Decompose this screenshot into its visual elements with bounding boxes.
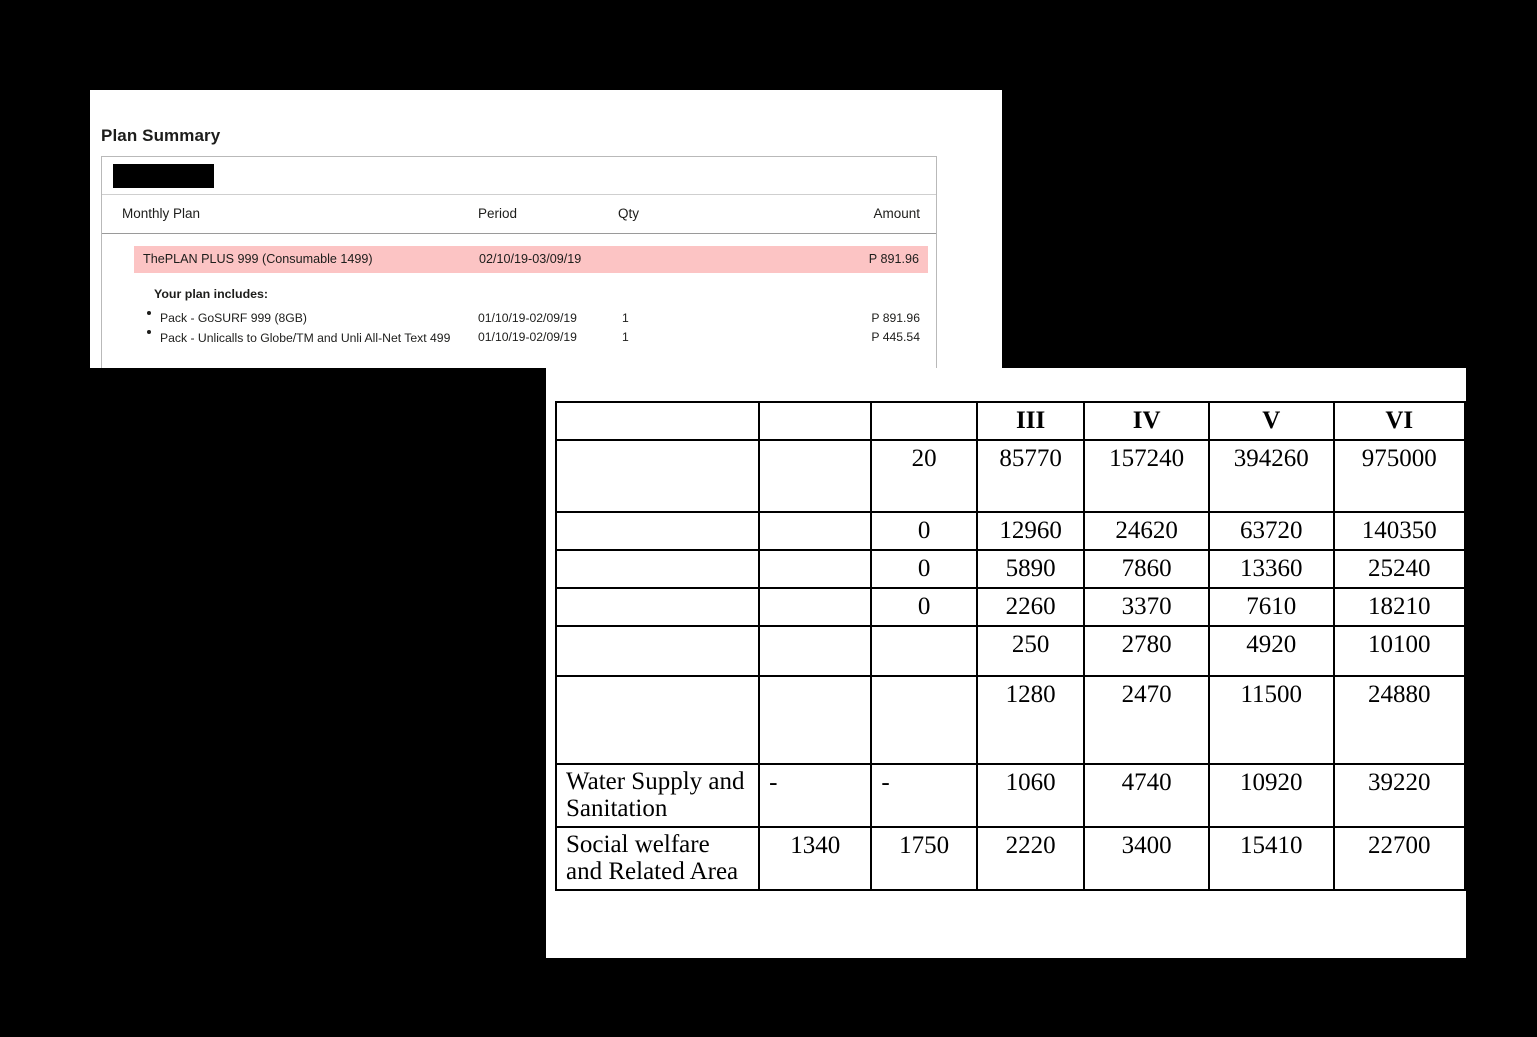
table-row — [556, 550, 1465, 588]
table-cell: 2470 — [1084, 676, 1209, 764]
table-cell: 15410 — [1209, 827, 1334, 890]
table-cell: 0 — [871, 550, 977, 588]
table-cell: 394260 — [1209, 440, 1334, 512]
numeric-table — [555, 401, 1466, 891]
table-cell: 0 — [871, 588, 977, 626]
table-cell: 5890 — [977, 550, 1084, 588]
table-cell: 18210 — [1334, 588, 1465, 626]
header-cell — [871, 402, 977, 440]
table-row — [556, 827, 1465, 890]
item-qty: 1 — [622, 330, 629, 344]
table-cell: 11500 — [1209, 676, 1334, 764]
row-label — [556, 676, 759, 764]
table-cell: 250 — [977, 626, 1084, 676]
table-cell: 13360 — [1209, 550, 1334, 588]
row-label — [556, 588, 759, 626]
table-header-row — [102, 195, 936, 234]
header-cell-iii: III — [977, 402, 1084, 440]
table-cell — [759, 588, 871, 626]
highlighted-plan-row — [134, 246, 928, 273]
row-label-water-supply: Water Supply and Sanitation — [556, 764, 759, 827]
item-amount: P 445.54 — [871, 330, 920, 344]
table-row — [556, 440, 1465, 512]
header-cell-iv: IV — [1084, 402, 1209, 440]
redacted-account-row — [102, 157, 936, 195]
table-cell: - — [871, 764, 977, 827]
table-cell: 0 — [871, 512, 977, 550]
table-cell: - — [759, 764, 871, 827]
table-cell: 24620 — [1084, 512, 1209, 550]
table-cell — [759, 626, 871, 676]
bullet-icon — [147, 311, 151, 315]
table-cell: 4920 — [1209, 626, 1334, 676]
row-label — [556, 550, 759, 588]
row-label — [556, 626, 759, 676]
table-row — [556, 588, 1465, 626]
table-cell — [759, 512, 871, 550]
header-cell-v: V — [1209, 402, 1334, 440]
row-label-social-welfare: Social welfare and Related Area — [556, 827, 759, 890]
column-header-amount: Amount — [873, 206, 920, 221]
table-cell: 20 — [871, 440, 977, 512]
table-cell: 22700 — [1334, 827, 1465, 890]
table-cell: 12960 — [977, 512, 1084, 550]
table-cell: 2220 — [977, 827, 1084, 890]
table-cell: 975000 — [1334, 440, 1465, 512]
table-cell: 2260 — [977, 588, 1084, 626]
table-row — [556, 764, 1465, 827]
column-header-plan: Monthly Plan — [122, 206, 201, 221]
list-item — [102, 330, 936, 366]
table-row — [556, 676, 1465, 764]
item-qty: 1 — [622, 311, 629, 325]
row-label — [556, 440, 759, 512]
table-cell: 1750 — [871, 827, 977, 890]
header-cell-vi: VI — [1334, 402, 1465, 440]
list-item — [102, 311, 936, 330]
table-cell: 10920 — [1209, 764, 1334, 827]
page-title: Plan Summary — [101, 126, 221, 145]
table-cell: 7860 — [1084, 550, 1209, 588]
plan-name: ThePLAN PLUS 999 (Consumable 1499) — [143, 252, 373, 266]
table-cell: 10100 — [1334, 626, 1465, 676]
row-label — [556, 512, 759, 550]
occluding-background — [0, 368, 546, 958]
table-cell — [871, 676, 977, 764]
table-cell: 1340 — [759, 827, 871, 890]
table-cell: 3400 — [1084, 827, 1209, 890]
table-cell: 39220 — [1334, 764, 1465, 827]
data-table-document — [546, 368, 1466, 958]
section-label: Your plan includes: — [154, 287, 269, 301]
table-cell — [871, 626, 977, 676]
table-cell: 140350 — [1334, 512, 1465, 550]
column-header-period: Period — [478, 206, 518, 221]
item-amount: P 891.96 — [871, 311, 920, 325]
header-cell — [556, 402, 759, 440]
table-cell: 25240 — [1334, 550, 1465, 588]
table-header-row — [556, 402, 1465, 440]
table-cell — [759, 550, 871, 588]
table-cell: 1060 — [977, 764, 1084, 827]
table-cell: 2780 — [1084, 626, 1209, 676]
plan-period: 02/10/19-03/09/19 — [479, 252, 582, 266]
item-period: 01/10/19-02/09/19 — [478, 311, 577, 325]
table-row — [556, 626, 1465, 676]
table-cell: 7610 — [1209, 588, 1334, 626]
item-period: 01/10/19-02/09/19 — [478, 330, 577, 344]
table-cell — [759, 676, 871, 764]
table-cell: 157240 — [1084, 440, 1209, 512]
plan-amount: P 891.96 — [868, 252, 919, 266]
table-cell — [759, 440, 871, 512]
table-row — [556, 512, 1465, 550]
item-name: Pack - Unlicalls to Globe/TM and Unli All-Net Text 499 — [160, 331, 451, 345]
table-cell: 85770 — [977, 440, 1084, 512]
table-cell: 3370 — [1084, 588, 1209, 626]
header-cell — [759, 402, 871, 440]
table-cell: 24880 — [1334, 676, 1465, 764]
table-cell: 1280 — [977, 676, 1084, 764]
bullet-icon — [147, 330, 151, 334]
table-cell: 63720 — [1209, 512, 1334, 550]
table-cell: 4740 — [1084, 764, 1209, 827]
item-name: Pack - GoSURF 999 (8GB) — [160, 311, 307, 325]
column-header-qty: Qty — [618, 206, 640, 221]
redaction-bar — [113, 164, 214, 188]
